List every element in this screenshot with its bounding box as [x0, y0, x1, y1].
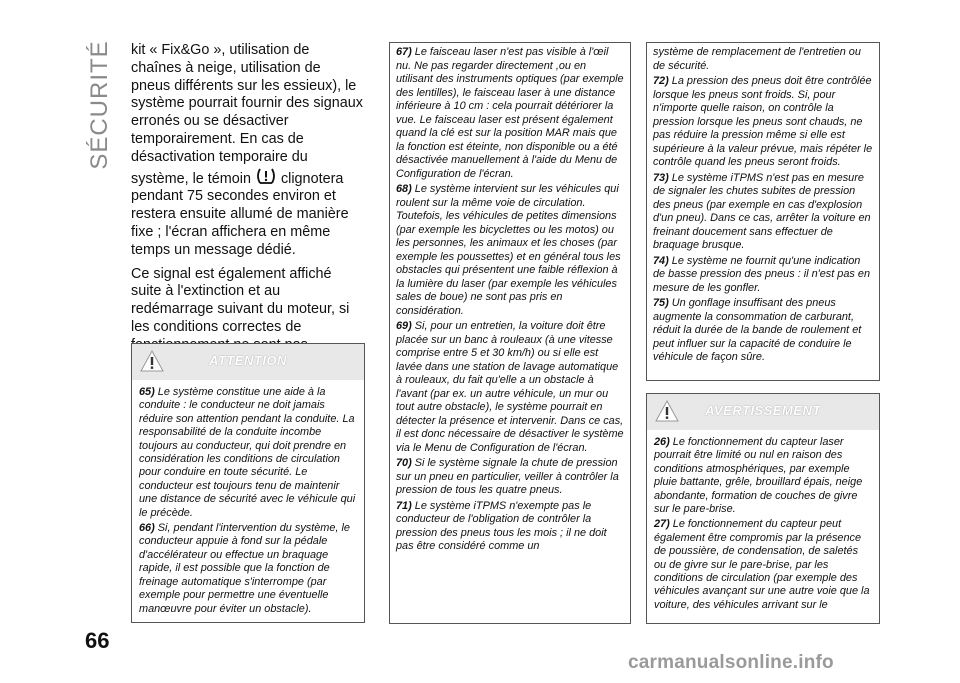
note-item-65: 65) Le système constitue une aide à la conduite : le conducteur ne doit jamais réduire son attention pendant la conduite. La responsabilité de la conduite incombe toujours au conducteur, qui doit prendre en considération les conditions de circulation pour conduire en toute sécurité. Le conducteur est toujours tenu de maintenir une distance de sécurité avec le véhicule qui le précède. [139, 386, 356, 519]
attention-title: ATTENTION [209, 353, 287, 368]
section-title [80, 40, 120, 170]
avertissement-body [647, 430, 879, 612]
attention-box [131, 343, 365, 623]
intro-paragraph-1: kit « Fix&Go », utilisation de chaînes à neige, utilisation de pneus différents sur les essieux), le système pourrait fournir des signaux erronés ou se désactiver temporairement. En cas de désactivation temporaire du système, le témoin clignotera pendant 75 secondes environ et restera ensuite allumé de manière fixe ; l'écran affichera en même temps un message dédié. [131, 42, 363, 258]
watermark: carmanualsonline.info [628, 652, 834, 673]
note-item-74: 74) Le système ne fournit qu'une indication de basse pression des pneus : il n'est pas en mesure de les gonfler. [653, 254, 871, 294]
tire-pressure-warning-icon [255, 167, 277, 183]
note-item-67: 67) Le faisceau laser n'est pas visible à l'œil nu. Ne pas regarder directement ,ou en utilisant des instruments optiques (par exemple des lentilles), le faisceau laser à une distance inférieure à 10 cm : cela pourrait détériorer la vue. Le faisceau laser est présent également quand la clé est sur la position MAR mais que la fonction est éteinte, non disponible ou a été désactivée manuellement à l'aide du Menu de Configuration de l'écran. [396, 46, 624, 180]
note-item-68: 68) Le système intervient sur les véhicules qui roulent sur la même voie de circulation. Toutefois, les véhicules de petites dimensions (par exemple les bicyclettes ou les motos) ou les personnes, les animaux et les choses (par exemple les poussettes) et en général tous les obstacles qui présentent une faible réflexion à la lumière du laser (par exemple les véhicules sales de boue) ne sont pas pris en considération. [396, 183, 621, 317]
note-item-72: 72) La pression des pneus doit être contrôlée lorsque les pneus sont froids. Si, pour n'importe quelle raison, on contrôle la pression lorsque les pneus sont chauds, ne pas réduire la pression même si elle est supérieure à la valeur prévue, mais répéter le contrôle quand les pneus seront froids. [653, 75, 873, 168]
note-item-70: 70) Si le système signale la chute de pression sur un pneu en particulier, veiller à contrôler la pression de tous les quatre pneus. [396, 457, 619, 496]
avertissement-header [647, 394, 879, 430]
section-title-text: SÉCURITÉ [86, 40, 113, 170]
note-item-75: 75) Un gonflage insuffisant des pneus augmente la consommation de carburant, réduit la durée de la bande de roulement et peut influer sur la capacité de conduire le véhicule de façon sûre. [653, 297, 862, 363]
intro-text [131, 42, 363, 378]
right-notes-body [647, 43, 879, 365]
note-item-26: 26) Le fonctionnement du capteur laser pourrait être limité ou nul en raison des conditions atmosphériques, par exemple pluie battante, grêle, brouillard épais, neige abondante, formation de couches de givre sur le pare-brise. [654, 436, 863, 516]
attention-header [132, 344, 364, 380]
intro-paragraph-2: Ce signal est également affiché suite à l'extinction et au redémarrage suivant du moteur, si les conditions correctes de [131, 265, 350, 335]
note-item-71: 71) Le système iTPMS n'exempte pas le conducteur de l'obligation de contrôler la pression des pneus tous les mois ; il ne doit pas être considéré comme un [396, 499, 607, 552]
attention-body [132, 380, 364, 616]
middle-notes-box [389, 42, 631, 624]
middle-notes-body [390, 43, 630, 554]
avertissement-title: AVERTISSEMENT [705, 403, 821, 418]
avertissement-box [646, 393, 880, 624]
right-notes-box [646, 42, 880, 381]
note-item-69: 69) Si, pour un entretien, la voiture doit être placée sur un banc à rouleaux (à une vitesse comprise entre 5 et 30 km/h) ou si elle est lavée dans une station de lavage automatique à rouleaux, du fait qu'elle a un obstacle à l'avant (par ex. un autre véhicule, un mur ou tout autre obstacle), le système pourrait en détecter la présence et intervenir. Dans ce cas, il est donc nécessaire de désactiver le système via le Menu de Configuration de l'écran. [396, 320, 624, 454]
continued-text: système de remplacement de l'entretien ou de sécurité. [653, 46, 861, 72]
page-number: 66 [85, 628, 110, 653]
note-item-66: 66) Si, pendant l'intervention du système, le conducteur appuie à fond sur la pédale d'accélérateur ou effectue un braquage rapide, il est possible que la fonction de freinage automatique s'interrompe (par exemple pour permettre une éventuelle manœuvre pour éviter un obstacle). [139, 522, 350, 615]
note-item-73: 73) Le système iTPMS n'est pas en mesure de signaler les chutes subites de pression des pneus (par exemple en cas d'explosion d'un pneu). Dans ce cas, arrêter la voiture en freinant doucement sans effectuer de braquage brusque. [653, 171, 871, 251]
note-item-27: 27) Le fonctionnement du capteur peut également être compromis par la présence de poussière, de condensation, de saletés ou de givre sur le pare-brise, par les conditions de circulation (par exemple des véhicules avançant sur une autre voie que la voiture, des véhicules arrivant sur le [654, 518, 870, 611]
